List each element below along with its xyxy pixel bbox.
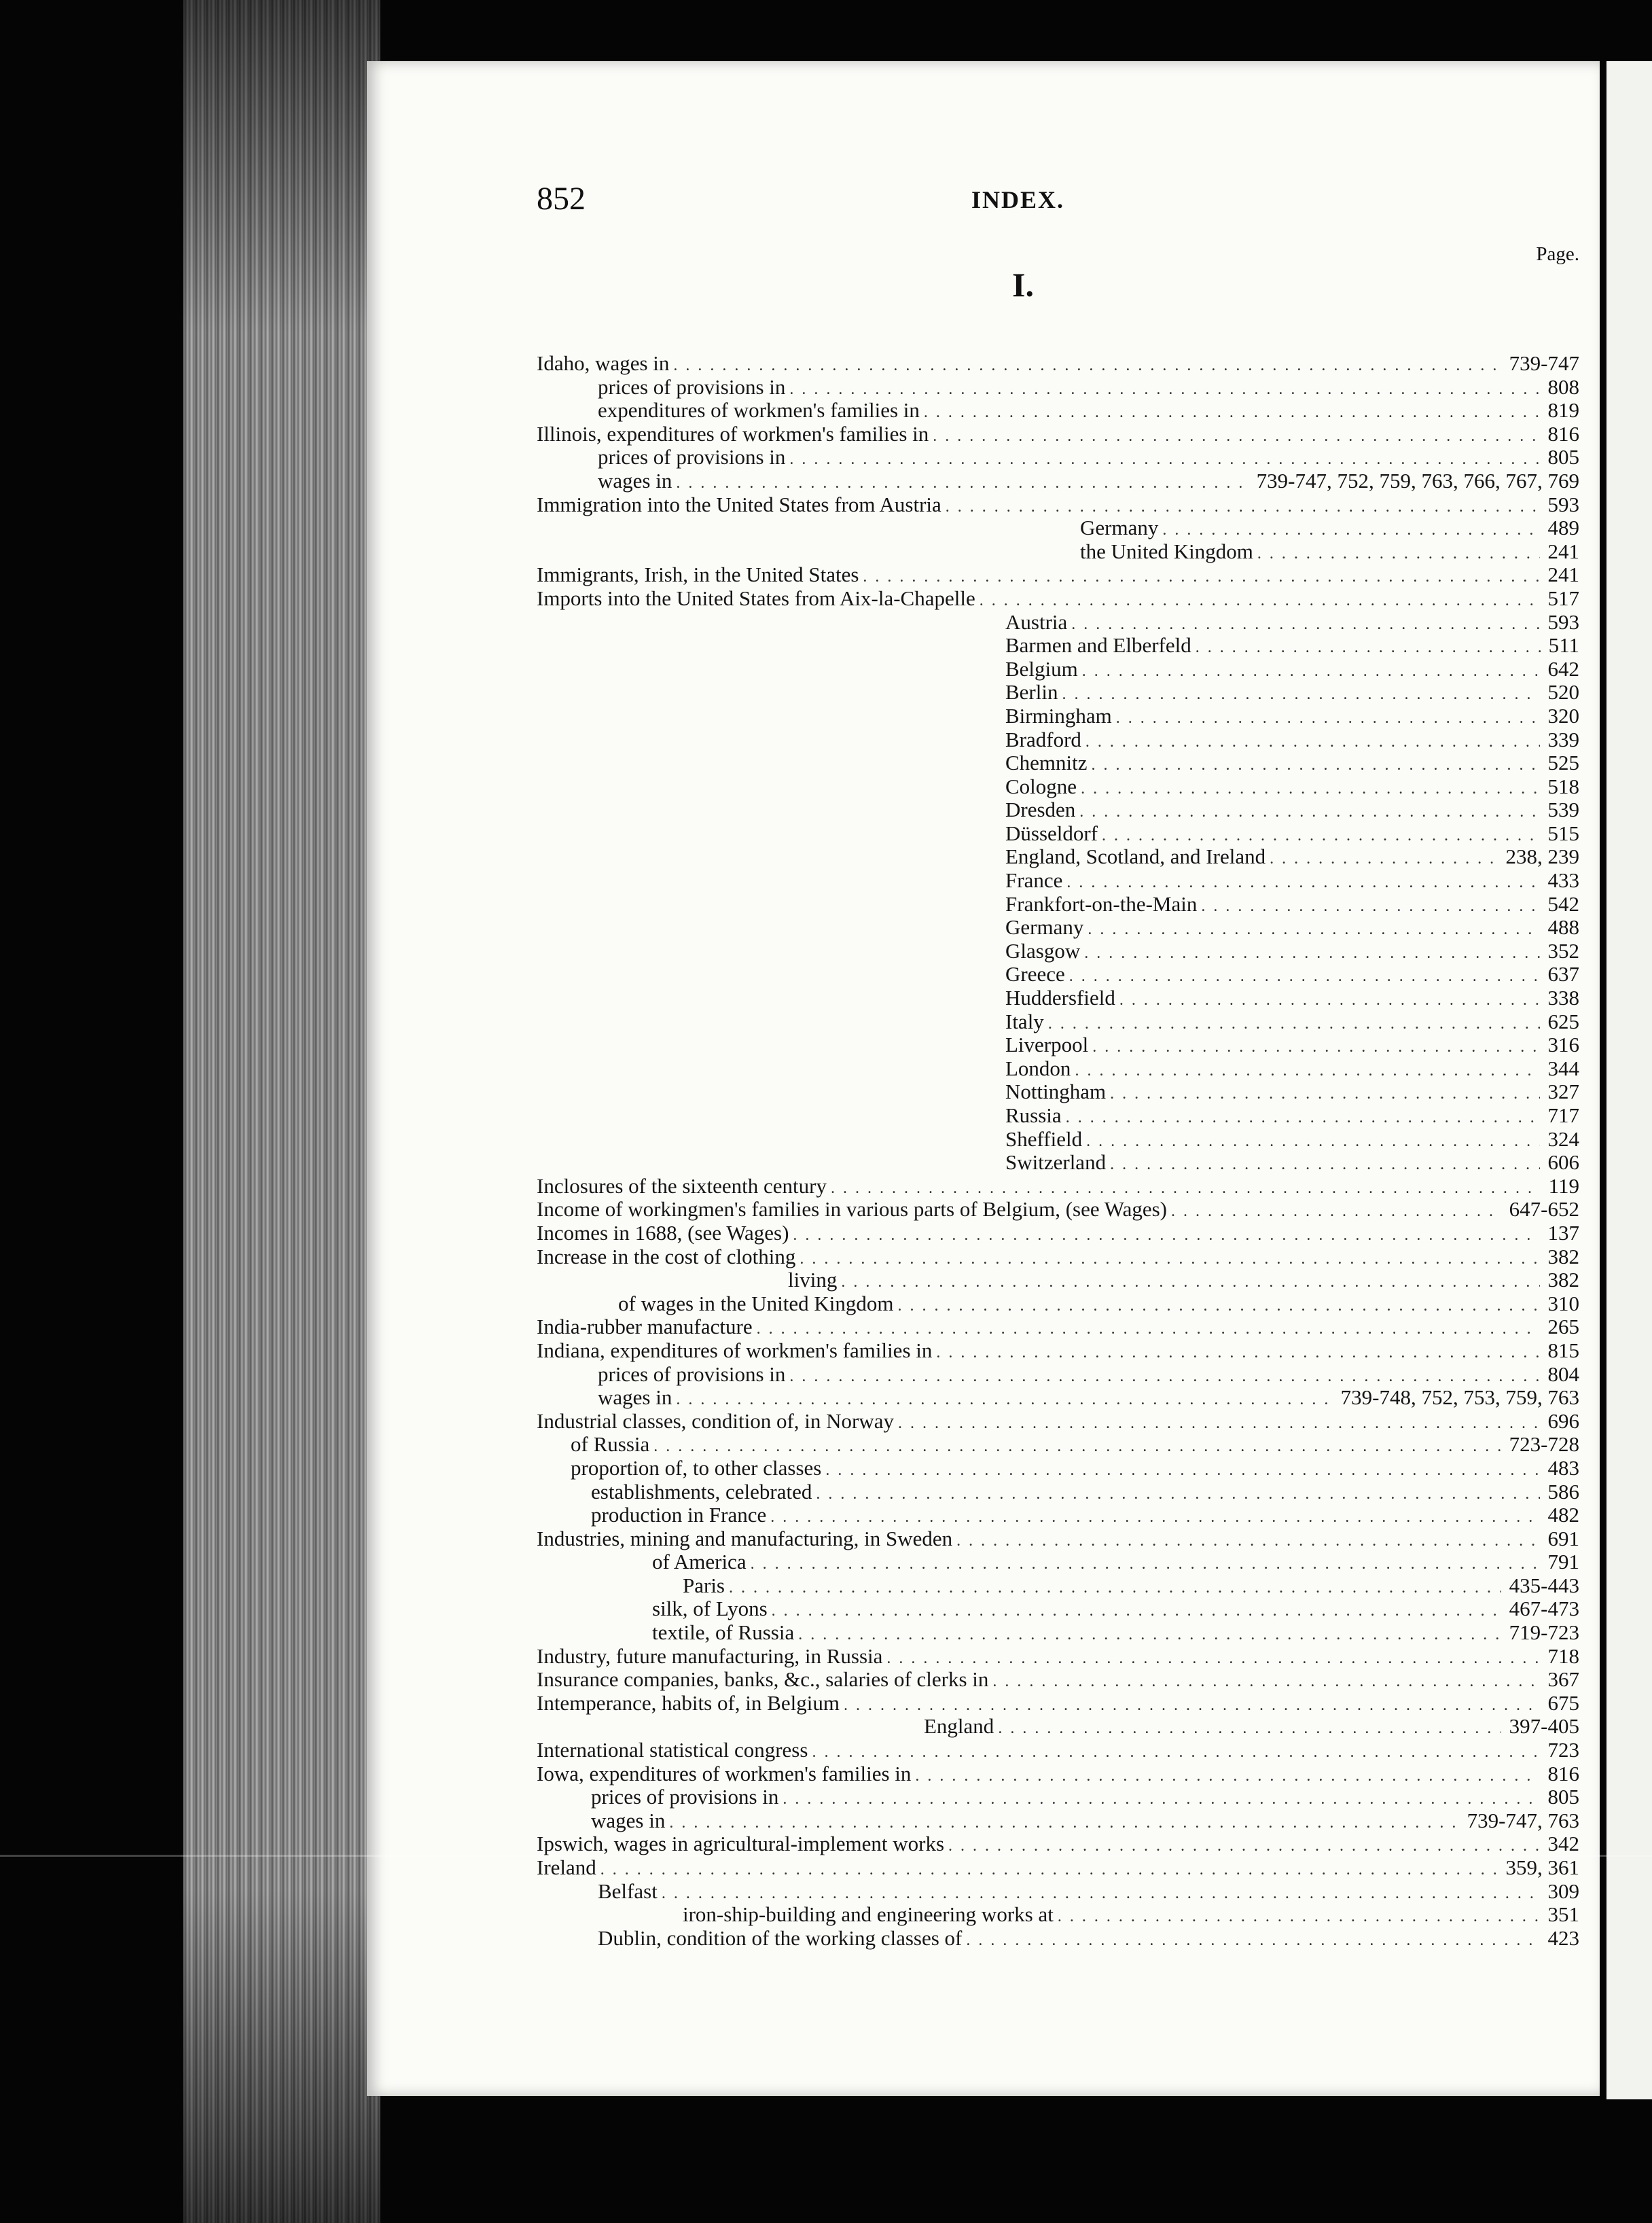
entry-page-ref: 520 [1543, 681, 1580, 705]
entry-page-ref: 344 [1543, 1057, 1580, 1081]
leader-dots [886, 1647, 1539, 1669]
leader-dots [1116, 707, 1540, 728]
leader-dots [800, 1247, 1539, 1269]
index-entry [367, 352, 1600, 376]
index-entry [367, 1574, 1600, 1598]
entry-page-ref: 327 [1543, 1080, 1580, 1104]
index-entry [367, 658, 1600, 681]
entry-page-ref: 423 [1543, 1927, 1580, 1951]
index-entry [367, 893, 1600, 917]
entry-text: of Russia [571, 1433, 650, 1457]
index-entry [367, 1856, 1600, 1880]
index-entry [367, 728, 1600, 752]
entry-text: Bradford [1005, 728, 1081, 751]
entry-text: Switzerland [1005, 1151, 1107, 1175]
leader-dots [980, 589, 1540, 611]
entry-page-ref: 382 [1543, 1245, 1580, 1269]
index-entry [367, 1527, 1600, 1551]
index-entry [367, 399, 1600, 423]
entry-text: England [924, 1715, 994, 1739]
leader-dots [673, 354, 1501, 376]
entry-text: prices of provisions in [598, 1362, 786, 1386]
entry-page-ref: 310 [1543, 1292, 1580, 1316]
index-entry [367, 1010, 1600, 1034]
index-entry [367, 1104, 1600, 1128]
entry-text: Düsseldorf [1005, 821, 1098, 845]
entry-text: living [788, 1268, 838, 1292]
leader-dots [1119, 989, 1540, 1010]
entry-page-ref: 539 [1543, 798, 1580, 822]
index-entry [367, 1645, 1600, 1669]
entry-page-ref: 647-652 [1504, 1198, 1579, 1222]
index-entry [367, 516, 1600, 540]
leader-dots [1171, 1200, 1501, 1222]
entry-page-ref: 265 [1543, 1315, 1580, 1339]
index-entry [367, 1739, 1600, 1762]
leader-dots [915, 1764, 1539, 1786]
index-entry [367, 376, 1600, 399]
leader-dots [789, 448, 1539, 469]
leader-dots [924, 401, 1540, 423]
index-entry [367, 1268, 1600, 1292]
entry-text: Immigration into the United States from Austria [537, 493, 941, 516]
entry-text: Paris [683, 1573, 725, 1597]
entry-text: silk, of Lyons [652, 1597, 768, 1621]
leader-dots [998, 1717, 1501, 1739]
leader-dots [1110, 1082, 1539, 1104]
index-entry [367, 1339, 1600, 1363]
entry-page-ref: 324 [1543, 1128, 1580, 1152]
entry-text: Sheffield [1005, 1127, 1083, 1151]
entry-page-ref: 739-748, 752, 753, 759, 763 [1335, 1386, 1579, 1410]
index-entry [367, 446, 1600, 469]
index-entry [367, 1880, 1600, 1904]
entry-page-ref: 435-443 [1504, 1574, 1579, 1598]
index-entry [367, 1597, 1600, 1621]
leader-dots [798, 1623, 1501, 1645]
leader-dots [966, 1929, 1539, 1951]
entry-text: prices of provisions in [598, 446, 786, 469]
entry-page-ref: 351 [1543, 1903, 1580, 1927]
entry-page-ref: 382 [1543, 1268, 1580, 1292]
entry-text: Incomes in 1688, (see Wages) [537, 1221, 789, 1245]
entry-page-ref: 625 [1543, 1010, 1580, 1034]
entry-page-ref: 359, 361 [1501, 1856, 1580, 1880]
leader-dots [662, 1882, 1540, 1904]
leader-dots [933, 425, 1539, 446]
entry-text: Immigrants, Irish, in the United States [537, 563, 859, 587]
index-entry [367, 1927, 1600, 1951]
page-number: 852 [537, 181, 586, 217]
index-entry [367, 540, 1600, 564]
entry-text: of America [652, 1550, 747, 1574]
index-entry [367, 1315, 1600, 1339]
index-entry [367, 634, 1600, 658]
entry-page-ref: 739-747 [1504, 352, 1579, 376]
entry-page-ref: 642 [1543, 658, 1580, 681]
entry-page-ref: 819 [1543, 399, 1580, 423]
entry-page-ref: 717 [1543, 1104, 1580, 1128]
entry-text: Belgium [1005, 657, 1078, 681]
leader-dots [1066, 1106, 1540, 1128]
entry-text: Birmingham [1005, 704, 1112, 728]
leader-dots [1079, 800, 1539, 822]
entry-page-ref: 805 [1543, 446, 1580, 469]
leader-dots [1085, 730, 1540, 752]
leader-dots [825, 1459, 1539, 1480]
entry-text: Glasgow [1005, 939, 1081, 963]
leader-dots [1058, 1905, 1540, 1927]
index-entry [367, 1762, 1600, 1786]
entry-page-ref: 637 [1543, 963, 1580, 986]
index-entry [367, 423, 1600, 446]
index-entry [367, 1410, 1600, 1434]
entry-text: Iowa, expenditures of workmen's families in [537, 1762, 912, 1785]
leader-dots [831, 1177, 1541, 1198]
leader-dots [1110, 1153, 1539, 1175]
leader-dots [812, 1741, 1539, 1762]
entry-page-ref: 723 [1543, 1739, 1580, 1762]
index-entry [367, 1363, 1600, 1387]
index-entry [367, 681, 1600, 705]
entry-page-ref: 723-728 [1504, 1433, 1579, 1457]
index-entry [367, 1785, 1600, 1809]
entry-text: Huddersfield [1005, 986, 1115, 1010]
index-entry [367, 1550, 1600, 1574]
index-entry [367, 1151, 1600, 1175]
leader-dots [1062, 683, 1540, 705]
entry-page-ref: 517 [1543, 587, 1580, 611]
index-entry [367, 1809, 1600, 1833]
entry-page-ref: 433 [1543, 869, 1580, 893]
entry-text: Inclosures of the sixteenth century [537, 1174, 827, 1198]
leader-dots [1086, 1130, 1539, 1152]
entry-text: France [1005, 869, 1063, 893]
entry-page-ref: 804 [1543, 1363, 1580, 1387]
leader-dots [1066, 871, 1539, 893]
index-entry [367, 822, 1600, 846]
index-entry [367, 469, 1600, 493]
index-entry [367, 1386, 1600, 1410]
entry-text: Berlin [1005, 681, 1058, 705]
leader-dots [1084, 942, 1539, 963]
index-entry [367, 705, 1600, 728]
leader-dots [1075, 1059, 1539, 1081]
entry-text: Industrial classes, condition of, in Norway [537, 1409, 895, 1433]
leader-dots [789, 1365, 1539, 1387]
entry-text: Nottingham [1005, 1080, 1107, 1104]
index-entry [367, 963, 1600, 986]
entry-text: iron-ship-building and engineering works at [683, 1903, 1054, 1927]
scan-artifact-line [0, 1855, 1652, 1857]
leader-dots [1257, 542, 1540, 564]
entry-text: Income of workingmen's families in various parts of Belgium, (see Wages) [537, 1198, 1167, 1222]
entry-text: Ipswich, wages in agricultural-implement works [537, 1832, 945, 1856]
index-entry [367, 1832, 1600, 1856]
entry-text: Ireland [537, 1856, 596, 1879]
entry-page-ref: 593 [1543, 611, 1580, 635]
entry-text: Chemnitz [1005, 751, 1088, 775]
entry-page-ref: 816 [1543, 1762, 1580, 1786]
leader-dots [816, 1482, 1539, 1504]
leader-dots [1092, 753, 1540, 775]
entry-text: London [1005, 1056, 1071, 1080]
entry-text: Frankfort-on-the-Main [1005, 892, 1198, 916]
page-column-label: Page. [1536, 243, 1579, 265]
index-entry [367, 1245, 1600, 1269]
index-entry [367, 1480, 1600, 1504]
leader-dots [1048, 1012, 1540, 1034]
entry-page-ref: 719-723 [1504, 1621, 1579, 1645]
entry-text: Germany [1080, 516, 1159, 540]
entry-text: Russia [1005, 1104, 1062, 1127]
entry-text: proportion of, to other classes [571, 1456, 822, 1480]
entry-page-ref: 397-405 [1504, 1715, 1579, 1739]
index-entry [367, 798, 1600, 822]
index-entry [367, 986, 1600, 1010]
leader-dots [898, 1412, 1539, 1434]
entry-text: prices of provisions in [591, 1785, 779, 1809]
leader-dots [793, 1224, 1539, 1245]
entry-text: production in France [591, 1504, 767, 1527]
entry-text: Imports into the United States from Aix-la-Chapelle [537, 586, 975, 610]
entry-page-ref: 241 [1543, 563, 1580, 587]
index-entry [367, 1128, 1600, 1152]
entry-page-ref: 467-473 [1504, 1597, 1579, 1621]
entry-text: Indiana, expenditures of workmen's families in [537, 1338, 933, 1362]
entry-text: Illinois, expenditures of workmen's families in [537, 422, 929, 446]
leader-dots [789, 378, 1539, 399]
leader-dots [992, 1670, 1539, 1692]
entry-text: Cologne [1005, 775, 1077, 798]
entry-page-ref: 367 [1543, 1668, 1580, 1692]
entry-text: expenditures of workmen's families in [598, 399, 920, 423]
entry-page-ref: 342 [1543, 1832, 1580, 1856]
leader-dots [676, 472, 1248, 493]
entry-page-ref: 515 [1543, 822, 1580, 846]
leader-dots [1201, 895, 1539, 917]
entry-text: prices of provisions in [598, 375, 786, 399]
entry-page-ref: 352 [1543, 940, 1580, 963]
entry-page-ref: 137 [1543, 1222, 1580, 1245]
entry-page-ref: 488 [1543, 916, 1580, 940]
index-entry [367, 1457, 1600, 1480]
leader-dots [770, 1506, 1539, 1527]
index-entry [367, 1433, 1600, 1457]
entry-text: establishments, celebrated [591, 1480, 812, 1504]
index-entry [367, 775, 1600, 799]
leader-dots [1092, 1035, 1539, 1057]
entry-page-ref: 320 [1543, 705, 1580, 728]
entry-page-ref: 606 [1543, 1151, 1580, 1175]
leader-dots [600, 1858, 1498, 1880]
index-entry [367, 493, 1600, 517]
entry-page-ref: 119 [1543, 1175, 1579, 1198]
entry-text: Liverpool [1005, 1033, 1089, 1057]
entry-text: Barmen and Elberfeld [1005, 634, 1191, 658]
entry-text: of wages in the United Kingdom [618, 1292, 894, 1315]
entry-page-ref: 309 [1543, 1880, 1580, 1904]
index-entry [367, 916, 1600, 940]
index-entry [367, 1175, 1600, 1198]
index-entry [367, 1715, 1600, 1739]
entry-text: Dublin, condition of the working classes of [598, 1926, 963, 1950]
index-entry [367, 1668, 1600, 1692]
entry-text: Increase in the cost of clothing [537, 1245, 796, 1268]
leader-dots [898, 1294, 1540, 1316]
section-letter: I. [1012, 266, 1034, 304]
entry-page-ref: 542 [1543, 893, 1580, 917]
entry-text: International statistical congress [537, 1739, 808, 1762]
entry-text: Industries, mining and manufacturing, in Sweden [537, 1527, 953, 1550]
index-entry [367, 1903, 1600, 1927]
index-entry [367, 845, 1600, 869]
entry-page-ref: 339 [1543, 728, 1580, 752]
leader-dots [946, 495, 1540, 517]
leader-dots [1162, 518, 1539, 540]
entry-page-ref: 238, 239 [1501, 845, 1580, 869]
entry-page-ref: 791 [1543, 1550, 1580, 1574]
entry-page-ref: 691 [1543, 1527, 1580, 1551]
entry-page-ref: 482 [1543, 1504, 1580, 1527]
entry-page-ref: 316 [1543, 1033, 1580, 1057]
entry-page-ref: 816 [1543, 423, 1580, 446]
entry-page-ref: 483 [1543, 1457, 1580, 1480]
entry-text: Idaho, wages in [537, 352, 670, 375]
leader-dots [1081, 777, 1539, 799]
entry-page-ref: 739-747, 763 [1462, 1809, 1579, 1833]
index-entry [367, 1033, 1600, 1057]
leader-dots [1196, 636, 1541, 658]
leader-dots [1071, 613, 1539, 635]
adjacent-page-edge [1606, 61, 1652, 2099]
leader-dots [956, 1529, 1539, 1551]
running-head: INDEX. [971, 186, 1065, 213]
index-entry [367, 1080, 1600, 1104]
leader-dots [1270, 847, 1497, 869]
leader-dots [669, 1811, 1458, 1833]
index-entries [367, 352, 1600, 1950]
entry-page-ref: 511 [1543, 634, 1579, 658]
index-entry [367, 1621, 1600, 1645]
entry-text: wages in [598, 1386, 672, 1410]
index-entry [367, 563, 1600, 587]
leader-dots [676, 1388, 1332, 1410]
index-entry [367, 1292, 1600, 1316]
entry-page-ref: 518 [1543, 775, 1580, 799]
leader-dots [936, 1341, 1539, 1363]
entry-page-ref: 489 [1543, 516, 1580, 540]
entry-text: England, Scotland, and Ireland [1005, 845, 1266, 869]
entry-text: India-rubber manufacture [537, 1315, 753, 1339]
leader-dots [772, 1599, 1501, 1621]
index-page [367, 61, 1600, 2096]
entry-text: Germany [1005, 916, 1084, 940]
index-entry [367, 1057, 1600, 1081]
leader-dots [844, 1694, 1540, 1715]
entry-text: wages in [598, 469, 672, 493]
entry-text: wages in [591, 1809, 666, 1832]
entry-page-ref: 675 [1543, 1692, 1580, 1715]
leader-dots [653, 1435, 1501, 1457]
entry-page-ref: 593 [1543, 493, 1580, 517]
entry-text: Insurance companies, banks, &c., salaries of clerks in [537, 1668, 989, 1692]
index-entry [367, 940, 1600, 963]
leader-dots [783, 1788, 1539, 1809]
leader-dots [729, 1576, 1501, 1598]
index-entry [367, 1198, 1600, 1222]
entry-page-ref: 718 [1543, 1645, 1580, 1669]
entry-page-ref: 808 [1543, 376, 1580, 399]
entry-text: the United Kingdom [1080, 539, 1253, 563]
index-entry [367, 1692, 1600, 1715]
entry-text: Intemperance, habits of, in Belgium [537, 1691, 840, 1715]
index-entry [367, 611, 1600, 635]
index-entry [367, 1504, 1600, 1527]
entry-page-ref: 525 [1543, 751, 1580, 775]
leader-dots [1082, 660, 1540, 681]
leader-dots [751, 1552, 1540, 1574]
entry-page-ref: 739-747, 752, 759, 763, 766, 767, 769 [1251, 469, 1579, 493]
entry-text: Austria [1005, 610, 1068, 634]
entry-page-ref: 586 [1543, 1480, 1580, 1504]
leader-dots [1069, 965, 1540, 986]
entry-text: Belfast [598, 1879, 658, 1903]
entry-page-ref: 241 [1543, 540, 1580, 564]
entry-page-ref: 696 [1543, 1410, 1580, 1434]
leader-dots [1088, 918, 1539, 940]
index-entry [367, 1222, 1600, 1245]
leader-dots [863, 565, 1539, 587]
entry-page-ref: 815 [1543, 1339, 1580, 1363]
entry-text: textile, of Russia [652, 1621, 795, 1645]
entry-text: Italy [1005, 1010, 1044, 1033]
entry-text: Greece [1005, 963, 1065, 986]
index-entry [367, 869, 1600, 893]
entry-page-ref: 805 [1543, 1785, 1580, 1809]
entry-text: Dresden [1005, 798, 1076, 822]
index-entry [367, 751, 1600, 775]
leader-dots [757, 1317, 1540, 1339]
entry-page-ref: 338 [1543, 986, 1580, 1010]
book-fore-edge [183, 0, 380, 2223]
leader-dots [841, 1270, 1539, 1292]
entry-text: Industry, future manufacturing, in Russia [537, 1644, 883, 1668]
index-entry [367, 587, 1600, 611]
leader-dots [948, 1834, 1539, 1856]
leader-dots [1102, 824, 1539, 846]
